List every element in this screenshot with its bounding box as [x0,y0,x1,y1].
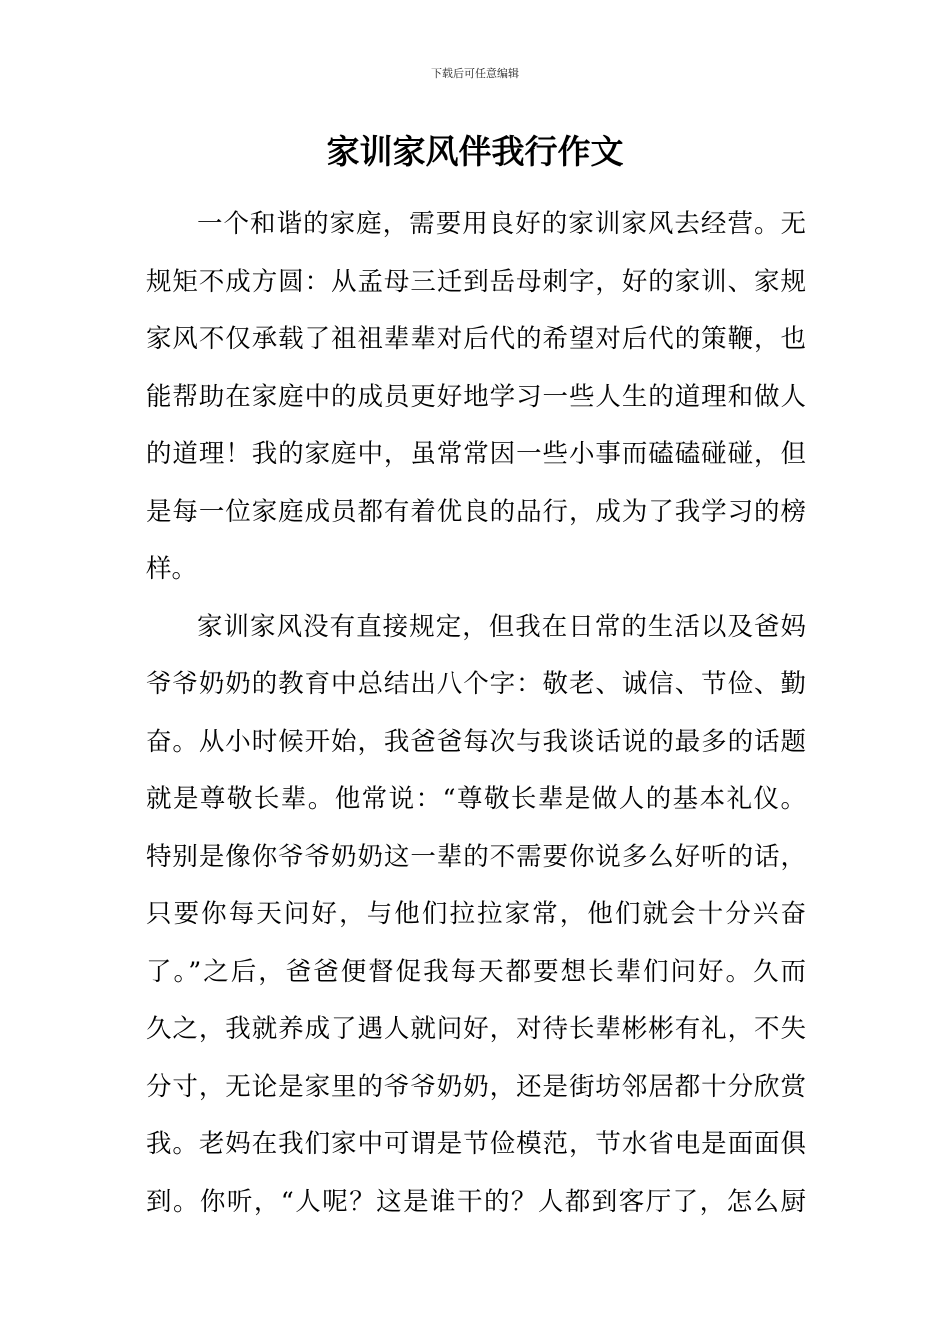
document-title: 家训家风伴我行作文 [326,132,624,171]
paragraph-2-line-1: 家训家风没有直接规定，但我在日常的生活以及爸妈 [197,611,806,642]
paragraph-2-line-6: 只要你每天问好，与他们拉拉家常，他们就会十分兴奋 [146,899,806,929]
paragraph-2-line-5: 特别是像你爷爷奶奶这一辈的不需要你说多么好听的话， [146,841,806,872]
paragraph-2-line-10: 我。老妈在我们家中可谓是节俭模范，节水省电是面面俱 [146,1129,806,1159]
paragraph-1-line-6: 是每一位家庭成员都有着优良的品行，成为了我学习的榜 [146,496,806,527]
header-note: 下载后可任意编辑 [431,67,519,80]
paragraph-2-line-8: 久之，我就养成了遇人就问好，对待长辈彬彬有礼，不失 [146,1014,806,1044]
paragraph-2-line-7: 了。”之后，爸爸便督促我每天都要想长辈们问好。久而 [146,956,806,987]
paragraph-1-line-3: 家风不仅承载了祖祖辈辈对后代的希望对后代的策鞭，也 [146,324,806,354]
paragraph-2-line-2: 爷爷奶奶的教育中总结出八个字：敬老、诚信、节俭、勤 [146,669,806,699]
paragraph-1-line-2: 规矩不成方圆：从孟母三迁到岳母刺字，好的家训、家规 [146,266,806,297]
paragraph-2-line-9: 分寸，无论是家里的爷爷奶奶，还是街坊邻居都十分欣赏 [146,1071,806,1102]
paragraph-1-line-5: 的道理！我的家庭中，虽常常因一些小事而磕磕碰碰，但 [146,439,806,469]
paragraph-1-line-7: 样。 [146,554,198,584]
paragraph-1-line-1: 一个和谐的家庭，需要用良好的家训家风去经营。无 [197,209,806,239]
paragraph-1-line-4: 能帮助在家庭中的成员更好地学习一些人生的道理和做人 [146,381,806,412]
paragraph-2-line-11: 到。你听，“人呢？这是谁干的？人都到客厅了，怎么厨 [146,1186,806,1217]
paragraph-2-line-3: 奋。从小时候开始，我爸爸每次与我谈话说的最多的话题 [146,726,806,757]
document-body [146,196,806,1231]
paragraph-2-line-4: 就是尊敬长辈。他常说：“尊敬长辈是做人的基本礼仪。 [146,784,806,814]
